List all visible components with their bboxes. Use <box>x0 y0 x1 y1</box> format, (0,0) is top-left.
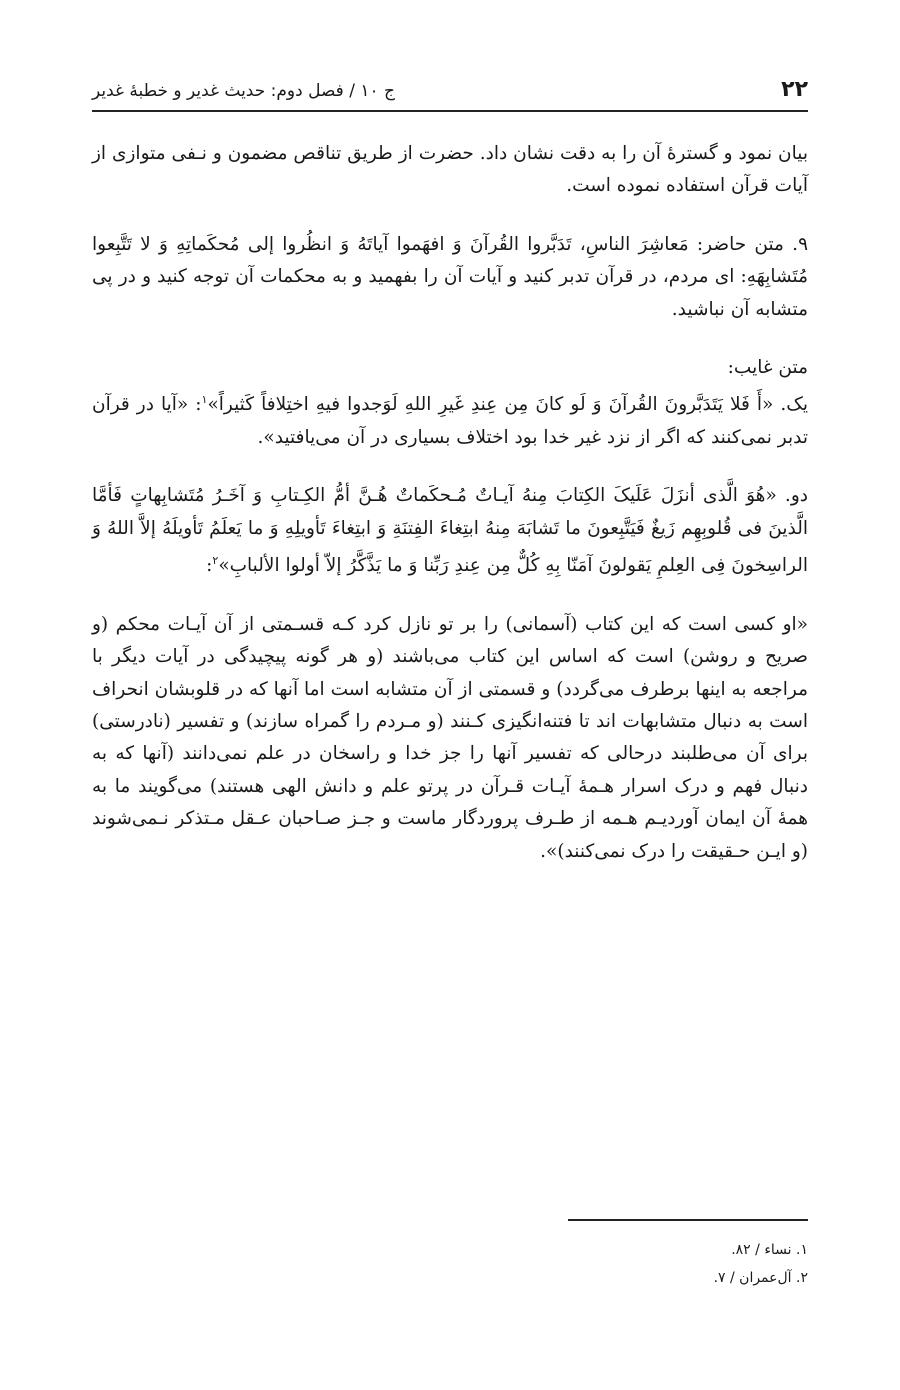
verse-one-quote: یک. «أَ فَلا یَتَدَبَّرونَ القُرآنَ وَ لَو کانَ مِن عِندِ غَیرِ اللهِ لَوَجدوا فیهِ اختِلافاً کَثیراً» <box>207 394 808 416</box>
running-title: ج ۱۰ / فصل دوم: حدیث غدیر و خطبهٔ غدیر <box>92 81 396 101</box>
footnote-ref-1: ۱ <box>201 393 208 407</box>
footnote-ref-2: ۲ <box>212 554 219 568</box>
footnotes <box>92 1236 808 1292</box>
book-page <box>92 0 808 1390</box>
verse-two-paragraph <box>92 480 808 582</box>
intro-paragraph: بیان نمود و گسترهٔ آن را به دقت نشان داد. حضرت از طریق تناقص مضمون و نـفی متوازی از آیات قرآن استفاده نموده است. <box>92 143 808 197</box>
item-9-paragraph: ۹. متن حاضر: مَعاشِرَ الناسِ، تَدَبَّروا القُرآنَ وَ افهَموا آیاتَهُ وَ انظُروا إلی مُحکَماتِهِ وَ لا تَتَّبِعوا مُتَشابِهَهِ: ای مردم، در قرآن تدبر کنید و آیات آن را بفهمید و به محکمات آن توجه کنید و در پی متشابه آن نباشید. <box>92 233 808 320</box>
absent-text-paragraph <box>92 352 808 454</box>
page-number: ۲۲ <box>781 77 808 102</box>
footnote-divider <box>568 1219 808 1221</box>
footnote-1: ۱. نساء / ۸۲. <box>731 1242 808 1258</box>
absent-text-label: متن غایب: <box>727 357 808 379</box>
verse-two-end: : <box>206 555 213 577</box>
verse-one-translation: : «آیا در قرآن تدبر نمی‌کنند که اگر از نزد غیر خدا بود اختلاف بسیاری در آن می‌یافتید». <box>92 394 808 448</box>
footnote-2: ۲. آل‌عمران / ۷. <box>713 1270 808 1286</box>
body-text <box>92 138 808 868</box>
translation-paragraph: «او کسی است که این کتاب (آسمانی) را بر تو نازل کرد کـه قسـمتی از آن آیـات محکم (و صریح و روشن) است که اساس این کتاب می‌باشند (و هر گونه پیچیدگی در آیات دیگر با مراجعه به اینها برطرف می‌گردد) و قسمتی از آن متشابه است اما آنها که در قلوبشان انحراف است به دنبال متشابهات اند تا فتنه‌انگیزی کـنند (و مـردم را گمراه سازند) و تفسیر (نادرستی) برای آن می‌طلبند درحالی که تفسیر آنها را جز خدا و راسخان در علم نمی‌دانند (آنها که به دنبال فهم و درک اسرار هـمهٔ آیـات قـرآن در پرتو علم و دانش الهی هستند) می‌گویند ما به همهٔ آن ایمان آوردیـم هـمه از طـرف پروردگار ماست و جـز صـاحبان عـقل مـتذکر نـمی‌شوند (و ایـن حـقیقت را درک نمی‌کنند)». <box>92 613 808 862</box>
page-header <box>92 72 808 112</box>
verse-two-quote: دو. «هُوَ الَّذی أنزَلَ عَلَیکَ الکِتابَ مِنهُ آیـاتٌ مُـحکَماتٌ هُـنَّ أمُّ الکِـتابِ وَ آخَـرُ مُتَشابِهاتٍ فَأمَّا الَّذینَ فی قُلوبِهِم زَیغٌ فَیَتَّبِعونَ ما تَشابَهَ مِنهُ ابتِغاءَ الفِتنَةِ وَ ابتِغاءَ تَأویلِهِ وَ ما یَعلَمُ تَأویلَهُ إلاَّ اللهُ وَ الراسِخونَ فِی العِلمِ یَقولونَ آمَنّا بِهِ کُلٌّ مِن عِندِ رَبِّنا وَ ما یَذَّکَّرُ إلاّ أولوا الألبابِ» <box>92 485 808 577</box>
